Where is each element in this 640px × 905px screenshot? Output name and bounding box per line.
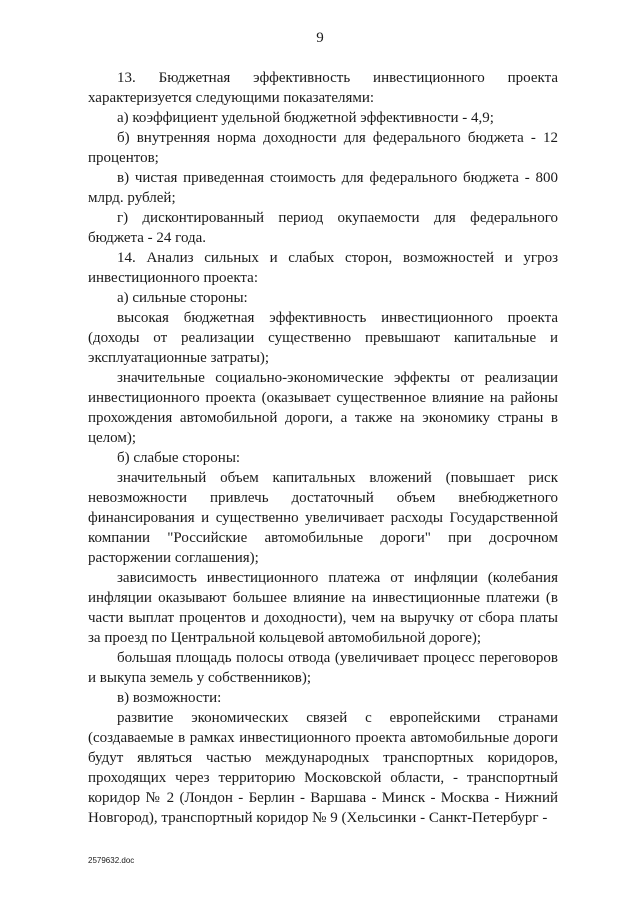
paragraph-13a: а) коэффициент удельной бюджетной эффективности - 4,9; [117,110,494,126]
footer-filename: 2579632.doc [88,856,135,865]
paragraph-14-intro: 14. Анализ сильных и слабых сторон, возможностей и угроз инвестиционного проекта: [88,250,558,286]
paragraph-13-intro: 13. Бюджетная эффективность инвестиционного проекта характеризуется следующими показателями: [88,70,558,106]
paragraph-14b-item1: значительный объем капитальных вложений (повышает риск невозможности привлечь достаточный объем внебюджетного финансирования и существенно увеличивает расходы Государственной компании "Российские автомобильные дороги" при досрочном расторжении соглашения); [88,470,558,566]
paragraph-14b-item3: большая площадь полосы отвода (увеличивает процесс переговоров и выкупа земель у собственников); [88,650,558,686]
paragraph-14a-item1: высокая бюджетная эффективность инвестиционного проекта (доходы от реализации существенно превышают капитальные и эксплуатационные затраты); [88,310,558,366]
page-number: 9 [316,30,324,46]
paragraph-13b: б) внутренняя норма доходности для федерального бюджета - 12 процентов; [88,130,558,166]
paragraph-14b-item2: зависимость инвестиционного платежа от инфляции (колебания инфляции оказывают большее влияние на инвестиционные платежи (в части выплат процентов и доходности), чем на выручку от сбора платы за проезд по Центральной кольцевой автомобильной дороге); [88,570,558,646]
paragraph-14c-heading: в) возможности: [117,690,222,706]
paragraph-13c: в) чистая приведенная стоимость для федерального бюджета - 800 млрд. рублей; [88,170,558,206]
paragraph-14c-item1: развитие экономических связей с европейскими странами (создаваемые в рамках инвестиционного проекта автомобильные дороги будут являться частью международных транспортных коридоров, проходящих через территорию Московской области, - транспортный коридор № 2 (Лондон - Берлин - Варшава - Минск - Москва - Нижний Новгород), транспортный коридор № 9 (Хельсинки - Санкт-Петербург - [88,710,558,826]
paragraph-14a-item2: значительные социально-экономические эффекты от реализации инвестиционного проекта (оказывает существенное влияние на районы прохождения автомобильной дороги, а также на экономику страны в целом); [88,370,558,446]
document-body [88,68,558,828]
paragraph-13d: г) дисконтированный период окупаемости для федерального бюджета - 24 года. [88,210,558,246]
paragraph-14a-heading: а) сильные стороны: [117,290,248,306]
paragraph-14b-heading: б) слабые стороны: [117,450,241,466]
